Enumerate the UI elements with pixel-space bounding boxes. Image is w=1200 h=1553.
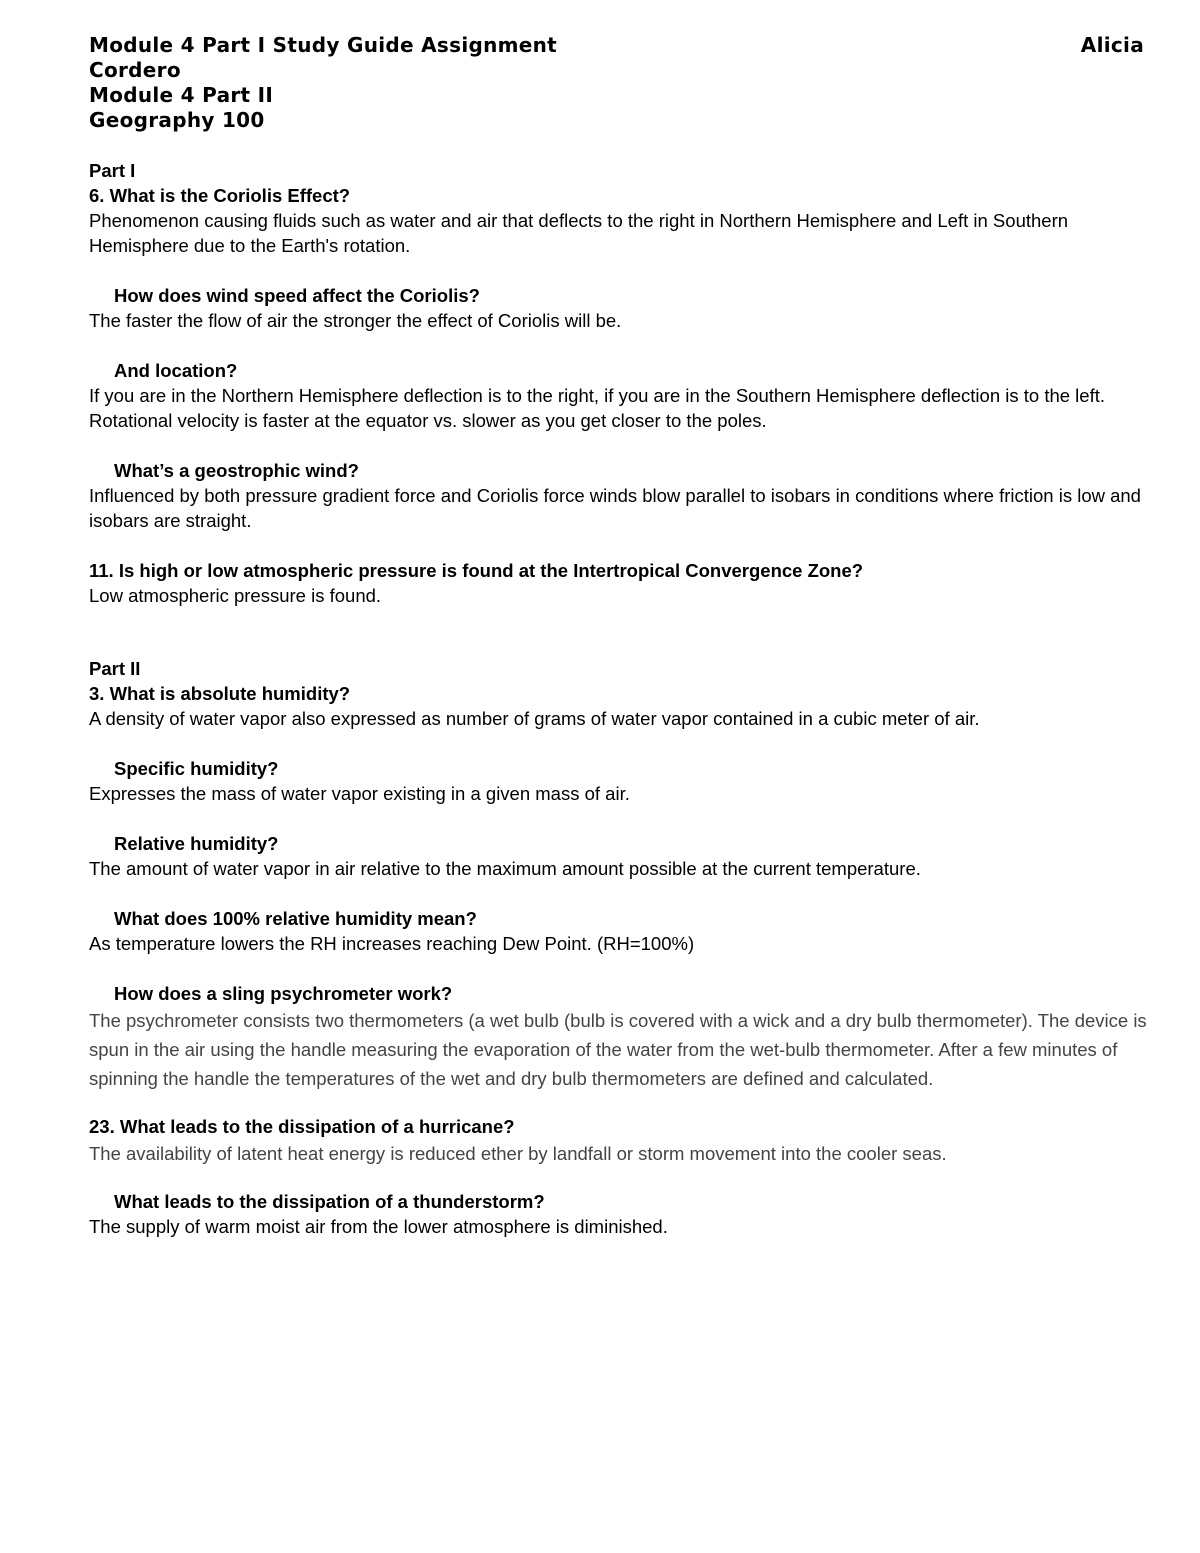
answer-100-percent-rh: As temperature lowers the RH increases reaching Dew Point. (RH=100%) <box>89 933 695 954</box>
part-1-heading: Part I <box>89 160 136 181</box>
question-absolute-humidity: 3. What is absolute humidity? <box>89 683 351 704</box>
document-title: Module 4 Part I Study Guide Assignment <box>89 33 558 57</box>
question-geostrophic-wind: What’s a geostrophic wind? <box>114 460 359 481</box>
part-2-heading: Part II <box>89 658 141 679</box>
answer-specific-humidity: Expresses the mass of water vapor existing in a given mass of air. <box>89 783 630 804</box>
answer-itcz-pressure: Low atmospheric pressure is found. <box>89 585 382 606</box>
answer-absolute-humidity: A density of water vapor also expressed as number of grams of water vapor contained in a cubic meter of air. <box>89 708 980 729</box>
answer-hurricane-dissipation: The availability of latent heat energy is reduced ether by landfall or storm movement into the cooler seas. <box>89 1143 947 1164</box>
question-location: And location? <box>114 360 238 381</box>
answer-wind-speed: The faster the flow of air the stronger the effect of Coriolis will be. <box>89 310 622 331</box>
student-first-name: Alicia <box>1080 33 1144 57</box>
answer-relative-humidity: The amount of water vapor in air relative to the maximum amount possible at the current temperature. <box>89 858 921 879</box>
question-wind-speed: How does wind speed affect the Coriolis? <box>114 285 480 306</box>
answer-sling-psychrometer: The psychrometer consists two thermometers (a wet bulb (bulb is covered with a wick and a dry bulb thermometer). The device is spun in the air using the handle measuring the evaporation of the water from the wet-bulb thermometer. After a few minutes of spinning the handle the temperatures of the wet and dry bulb thermometers are defined and calculated. <box>89 1010 1147 1089</box>
question-thunderstorm-dissipation: What leads to the dissipation of a thunderstorm? <box>114 1191 545 1212</box>
answer-geostrophic-wind: Influenced by both pressure gradient force and Coriolis force winds blow parallel to isobars in conditions where friction is low and isobars are straight. <box>89 485 1141 531</box>
student-last-name: Cordero <box>89 58 181 82</box>
course-name: Geography 100 <box>89 108 265 132</box>
answer-coriolis-effect: Phenomenon causing fluids such as water and air that deflects to the right in Northern Hemisphere and Left in Southern Hemisphere due to the Earth's rotation. <box>89 210 1069 256</box>
answer-location: If you are in the Northern Hemisphere deflection is to the right, if you are in the Southern Hemisphere deflection is to the left. Rotational velocity is faster at the equator vs. slower as you get closer to the poles. <box>89 385 1105 431</box>
question-sling-psychrometer: How does a sling psychrometer work? <box>114 983 453 1004</box>
module-subtitle: Module 4 Part II <box>89 83 274 107</box>
question-coriolis-effect: 6. What is the Coriolis Effect? <box>89 185 351 206</box>
header-title-row <box>89 33 1159 58</box>
document-page <box>89 33 1159 1239</box>
question-specific-humidity: Specific humidity? <box>114 758 279 779</box>
question-100-percent-rh: What does 100% relative humidity mean? <box>114 908 477 929</box>
question-relative-humidity: Relative humidity? <box>114 833 279 854</box>
question-hurricane-dissipation: 23. What leads to the dissipation of a hurricane? <box>89 1116 515 1137</box>
question-itcz-pressure: 11. Is high or low atmospheric pressure is found at the Intertropical Convergence Zone? <box>89 560 864 581</box>
answer-thunderstorm-dissipation: The supply of warm moist air from the lower atmosphere is diminished. <box>89 1216 668 1237</box>
